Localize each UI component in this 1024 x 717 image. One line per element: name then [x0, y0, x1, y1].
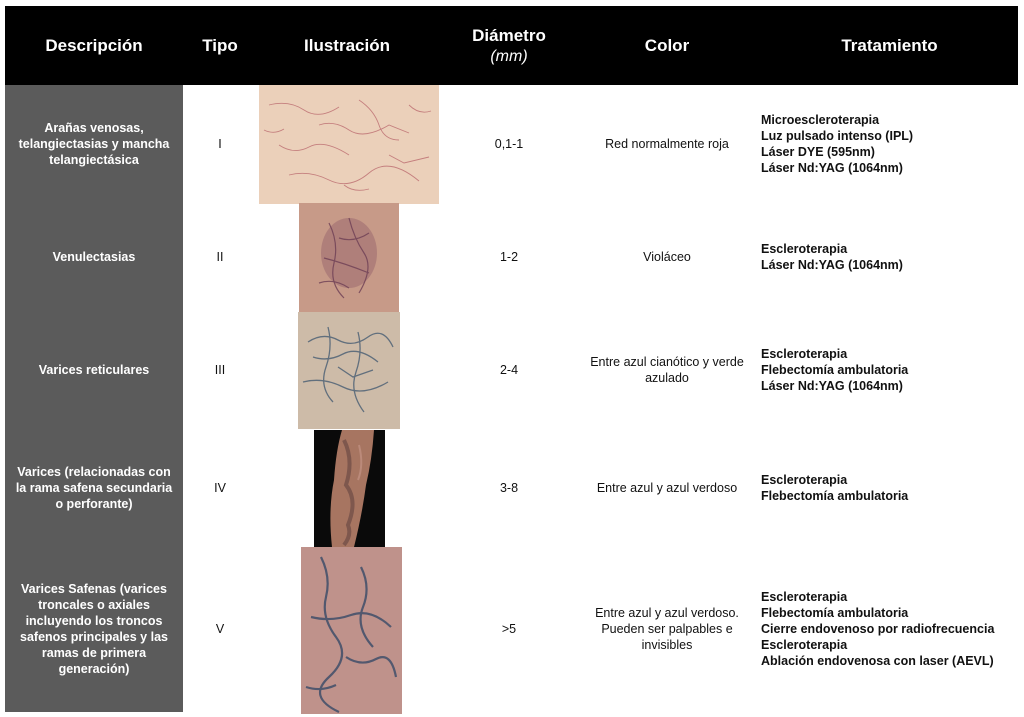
- venulectasia-photo: [299, 203, 399, 312]
- treatment-item: Flebectomía ambulatoria: [761, 363, 909, 377]
- row-diametro: 0,1-1: [494, 137, 524, 151]
- treatment-item: Láser DYE (595nm): [761, 145, 875, 159]
- row-tipo: IV: [214, 480, 226, 495]
- header-diametro-label: Diámetro: [472, 25, 546, 45]
- row-descripcion: Venulectasias: [52, 250, 136, 264]
- treatment-item: Flebectomía ambulatoria: [761, 488, 909, 503]
- vein-classification-table: [5, 6, 1018, 712]
- header-color-label: Color: [644, 35, 690, 55]
- header-diametro: [437, 6, 581, 85]
- treatment-item: Flebectomía ambulatoria: [761, 606, 909, 620]
- row-diametro: 2-4: [499, 363, 519, 377]
- varicose-vein-photo: [314, 430, 385, 547]
- table-row: [5, 311, 1018, 429]
- table-row: [5, 429, 1018, 546]
- table-row: [5, 546, 1018, 712]
- row-tipo: II: [216, 250, 224, 264]
- treatment-item: Escleroterapia: [761, 472, 848, 487]
- treatment-item: Láser Nd:YAG (1064nm): [761, 161, 903, 175]
- row-color: Red normalmente roja: [605, 137, 729, 151]
- row-tratamiento: [761, 429, 1018, 546]
- treatment-item: Escleroterapia: [761, 638, 848, 652]
- treatment-item: Luz pulsado intenso (IPL): [761, 129, 914, 143]
- row-descripcion: Varices reticulares: [38, 363, 150, 377]
- treatment-item: Escleroterapia: [761, 347, 848, 361]
- row-descripcion: Arañas venosas, telangiectasias y mancha telangiectásica: [18, 121, 170, 167]
- row-tratamiento: [761, 203, 1018, 311]
- header-tipo: [183, 6, 257, 85]
- header-color: [581, 6, 753, 85]
- header-tratamiento-label: Tratamiento: [841, 35, 938, 55]
- row-diametro: >5: [501, 622, 517, 636]
- row-tipo: III: [214, 363, 226, 377]
- row-tratamiento: [761, 546, 1018, 712]
- row-tratamiento: [761, 85, 1018, 203]
- treatment-item: Láser Nd:YAG (1064nm): [761, 379, 903, 393]
- row-color: Entre azul cianótico y verde azulado: [590, 355, 744, 385]
- row-color: Entre azul y azul verdoso. Pueden ser palpables e invisibles: [595, 606, 739, 652]
- treatment-item: Escleroterapia: [761, 242, 848, 256]
- row-tipo: V: [215, 622, 225, 636]
- row-descripcion: Varices (relacionadas con la rama safena secundaria o perforante): [15, 464, 173, 511]
- saphenous-varices-photo: [301, 547, 402, 714]
- reticular-veins-photo: [298, 312, 400, 429]
- row-descripcion: Varices Safenas (varices troncales o axiales incluyendo los troncos safenos principales y las ramas de primera generación): [20, 582, 168, 676]
- header-tratamiento: [761, 6, 1018, 85]
- treatment-item: Ablación endovenosa con laser (AEVL): [761, 654, 994, 668]
- treatment-item: Escleroterapia: [761, 590, 848, 604]
- treatment-item: Cierre endovenoso por radiofrecuencia: [761, 622, 995, 636]
- table-row: [5, 85, 1018, 203]
- treatment-item: Microescleroterapia: [761, 113, 880, 127]
- table-header: [5, 6, 1018, 85]
- header-ilustracion: [257, 6, 437, 85]
- table-row: [5, 203, 1018, 311]
- header-tipo-label: Tipo: [202, 35, 238, 55]
- row-tratamiento: [761, 311, 1018, 429]
- row-color: Entre azul y azul verdoso: [596, 480, 738, 495]
- header-descripcion-label: Descripción: [45, 35, 143, 55]
- header-descripcion: [5, 6, 183, 85]
- row-diametro: 3-8: [499, 480, 519, 495]
- header-diametro-unit: (mm): [490, 47, 528, 65]
- row-tipo: I: [218, 137, 222, 151]
- row-diametro: 1-2: [499, 250, 519, 264]
- spider-veins-photo: [259, 85, 439, 204]
- header-ilustracion-label: Ilustración: [304, 35, 390, 55]
- row-color: Violáceo: [643, 250, 691, 264]
- treatment-item: Láser Nd:YAG (1064nm): [761, 258, 903, 272]
